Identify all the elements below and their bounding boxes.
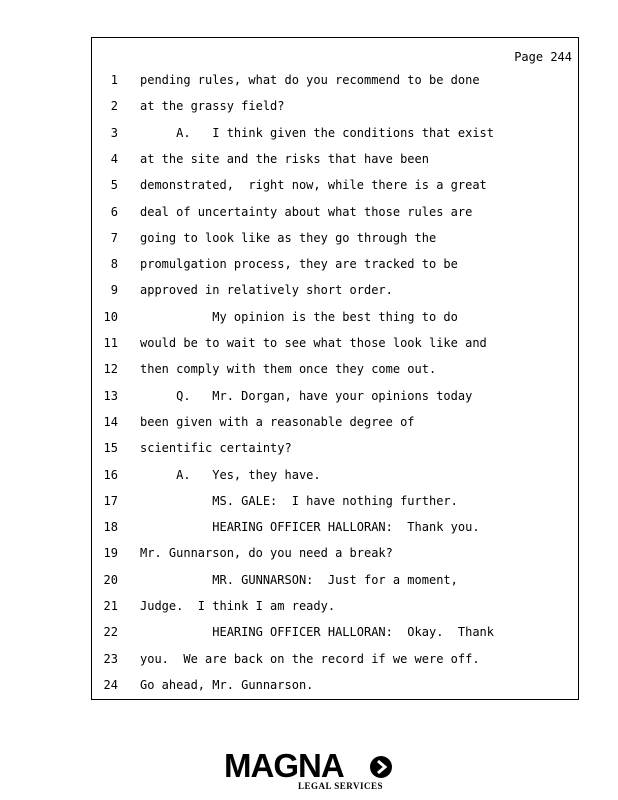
line-number: 11 (103, 336, 118, 350)
line-number: 21 (103, 599, 118, 613)
line-number: 13 (103, 388, 118, 403)
line-text: going to look like as they go through the (140, 230, 437, 245)
line-text: Mr. Gunnarson, do you need a break? (140, 546, 393, 561)
transcript-line (0, 545, 618, 561)
line-number: 6 (110, 204, 118, 219)
line-text: HEARING OFFICER HALLORAN: Okay. Thank (140, 625, 495, 640)
line-text: approved in relatively short order. (140, 283, 393, 298)
line-text: Go ahead, Mr. Gunnarson. (140, 677, 314, 692)
transcript-line (0, 230, 618, 246)
transcript-line (0, 493, 618, 509)
logo-wordmark: MAGNA (224, 747, 344, 784)
transcript-line (0, 414, 618, 430)
line-text: Q. Mr. Dorgan, have your opinions today (140, 388, 473, 403)
line-text: you. We are back on the record if we were off. (140, 651, 480, 666)
line-number: 16 (103, 467, 118, 482)
line-number: 19 (103, 546, 118, 561)
transcript-line (0, 151, 618, 167)
line-number: 15 (103, 441, 118, 456)
line-text: been given with a reasonable degree of (140, 414, 415, 429)
transcript-line (0, 651, 618, 667)
line-text: A. Yes, they have. (140, 467, 321, 482)
transcript-line (0, 204, 618, 220)
line-text: MS. GALE: I have nothing further. (140, 493, 458, 508)
logo-tagline: LEGAL SERVICES (298, 781, 383, 791)
line-text: My opinion is the best thing to do (140, 309, 458, 324)
line-number: 2 (110, 99, 118, 114)
line-text: at the grassy field? (140, 99, 285, 114)
page-number: Page 244 (514, 50, 572, 64)
chevron-right-icon (370, 756, 392, 778)
line-text: promulgation process, they are tracked to be (140, 257, 458, 272)
transcript-line (0, 335, 618, 351)
transcript-line (0, 72, 618, 88)
transcript-line (0, 467, 618, 483)
transcript-line (0, 388, 618, 404)
transcript-line (0, 177, 618, 193)
transcript-line (0, 624, 618, 640)
line-number: 1 (110, 73, 118, 87)
line-number: 17 (103, 493, 118, 508)
line-text: A. I think given the conditions that exist (140, 125, 495, 140)
line-number: 24 (103, 677, 118, 692)
line-number: 9 (110, 283, 118, 298)
line-text: then comply with them once they come out. (140, 362, 437, 377)
line-text: MR. GUNNARSON: Just for a moment, (140, 572, 458, 587)
line-number: 20 (103, 572, 118, 587)
transcript-line (0, 440, 618, 456)
line-number: 7 (110, 230, 118, 245)
transcript-line (0, 361, 618, 377)
line-number: 8 (110, 257, 118, 272)
line-number: 5 (110, 178, 118, 193)
line-text: would be to wait to see what those look like and (140, 336, 487, 350)
transcript-line (0, 309, 618, 325)
line-number: 10 (103, 309, 118, 324)
transcript-line (0, 125, 618, 141)
line-text: scientific certainty? (140, 441, 292, 456)
transcript-line (0, 598, 618, 614)
line-text: at the site and the risks that have been (140, 151, 429, 166)
line-number: 3 (110, 125, 118, 140)
line-number: 23 (103, 651, 118, 666)
line-number: 12 (103, 362, 118, 377)
transcript-line (0, 98, 618, 114)
line-text: pending rules, what do you recommend to be done (140, 73, 480, 87)
transcript-line (0, 677, 618, 693)
transcript-line (0, 572, 618, 588)
transcript-line (0, 519, 618, 535)
transcript-line (0, 256, 618, 272)
line-text: demonstrated, right now, while there is a great (140, 178, 487, 193)
line-number: 4 (110, 151, 118, 166)
magna-logo (222, 748, 398, 794)
line-text: HEARING OFFICER HALLORAN: Thank you. (140, 520, 480, 535)
line-text: deal of uncertainty about what those rules are (140, 204, 473, 219)
line-number: 22 (103, 625, 118, 640)
line-number: 14 (103, 414, 118, 429)
transcript-line (0, 282, 618, 298)
line-text: Judge. I think I am ready. (140, 599, 336, 613)
line-number: 18 (103, 520, 118, 535)
